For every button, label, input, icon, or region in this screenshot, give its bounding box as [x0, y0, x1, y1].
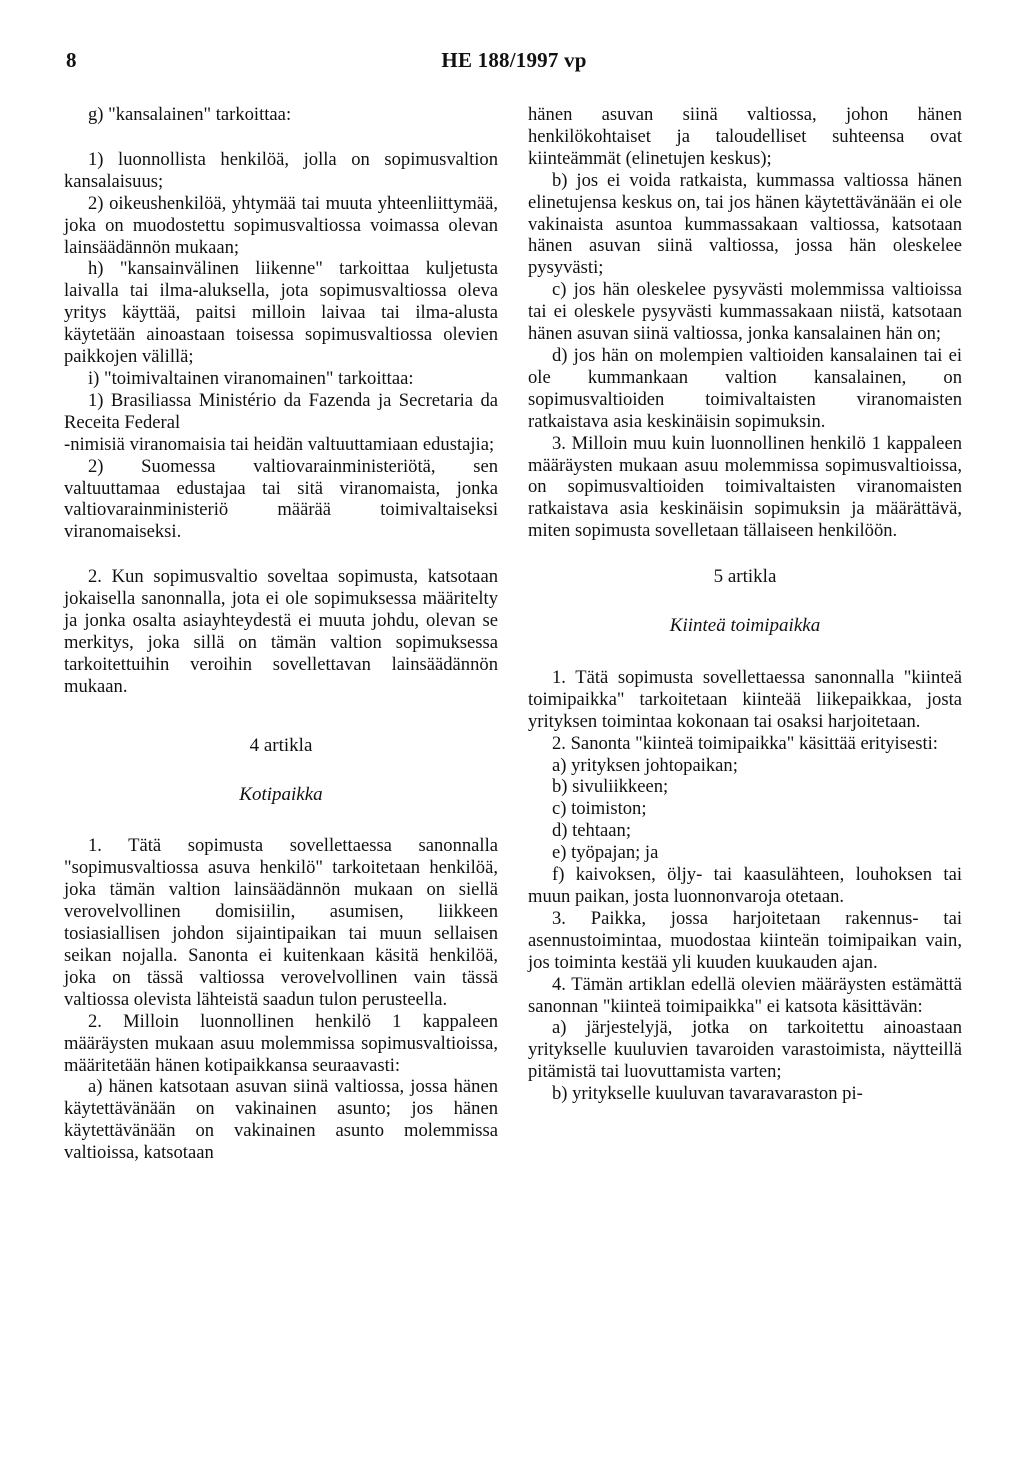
article-4-heading: 4 artikla [249, 734, 313, 756]
definition-i-1: 1) Brasiliassa Ministério da Fazenda ja Secretaria da Receita Federal -nimisiä viranomaisia tai heidän valtuuttamiaan edustajia; [64, 389, 498, 455]
article-5-paragraph-2b: b) sivuliikkeen; [552, 776, 669, 798]
article-5-paragraph-2c: c) toimiston; [552, 798, 647, 820]
article-5-paragraph-2d: d) tehtaan; [552, 820, 631, 842]
article-4-title: Kotipaikka [239, 783, 323, 805]
page-number: 8 [66, 48, 77, 72]
page-header [66, 48, 962, 78]
article-5-heading: 5 artikla [713, 566, 777, 588]
article-5-paragraph-4a: a) järjestelyjä, jotka on tarkoitettu ainoastaan yritykselle kuuluvien tavaroiden varastoimista, näytteillä pitämistä tai luovuttamista varten; [528, 1017, 962, 1083]
right-column [528, 104, 962, 1105]
definition-i-2: 2) Suomessa valtiovarainministeriötä, sen valtuuttamaa edustajaa tai sitä viranomaista, jonka valtiovarainministeriö määrää toimivaltaiseksi viranomaiseksi. [64, 455, 498, 543]
article-5-paragraph-1: 1. Tätä sopimusta sovellettaessa sanonnalla "kiinteä toimipaikka" tarkoitetaan kiinteää liikepaikkaa, josta yrityksen toimintaa kokonaan tai osaksi harjoitetaan. [528, 666, 962, 732]
definition-g-2: 2) oikeushenkilöä, yhtymää tai muuta yhteenliittymää, joka on muodostettu sopimusvaltiossa voimassa olevan lainsäädännön mukaan; [64, 192, 498, 258]
definition-g-intro: g) "kansalainen" tarkoittaa: [88, 104, 292, 125]
article-4-paragraph-2a: a) hänen katsotaan asuvan siinä valtiossa, jossa hänen käytettävänään on vakinainen asunto; jos hänen käytettävänään on vakinainen asunto molemmissa valtioissa, katsotaan [64, 1076, 498, 1164]
left-column [64, 104, 498, 1164]
article-5-paragraph-2f: f) kaivoksen, öljy- tai kaasulähteen, louhoksen tai muun paikan, josta luonnonvaroja otetaan. [528, 864, 962, 907]
article-4-paragraph-2: 2. Milloin luonnollinen henkilö 1 kappaleen määräysten mukaan asuu molemmissa sopimusvaltioissa, määritetään hänen kotipaikkansa seuraavasti: [64, 1010, 498, 1076]
article-5-paragraph-2a: a) yrityksen johtopaikan; [552, 754, 738, 776]
definition-h: h) "kansainvälinen liikenne" tarkoittaa kuljetusta laivalla tai ilma-aluksella, jota sopimusvaltiossa oleva yritys käyttää, paitsi milloin laivaa tai ilma-alusta käytetään ainoastaan toisessa sopimusvaltiossa olevien paikkojen välillä; [64, 258, 498, 368]
article-5-paragraph-2: 2. Sanonta "kiinteä toimipaikka" käsittää erityisesti: [552, 732, 938, 754]
document-id: HE 188/1997 vp [441, 48, 587, 72]
article-5-paragraph-3: 3. Paikka, jossa harjoitetaan rakennus- tai asennustoimintaa, muodostaa kiinteän toimipaikan vain, jos toiminta kestää yli kuuden kuukauden ajan. [528, 907, 962, 973]
article-5-paragraph-4b: b) yritykselle kuuluvan tavaravaraston pi- [552, 1083, 863, 1105]
article-4-paragraph-2a-continued: hänen asuvan siinä valtiossa, johon hänen henkilökohtaiset ja taloudelliset suhteensa ovat kiinteämmät (elinetujen keskus); [528, 104, 962, 169]
definition-g-1: 1) luonnollista henkilöä, jolla on sopimusvaltion kansalaisuus; [64, 148, 498, 192]
article-4-paragraph-2b: b) jos ei voida ratkaista, kummassa valtiossa hänen elinetujensa keskus on, tai jos hänen käytettävänään ei ole vakinaista asuntoa kummassakaan valtiossa, katsotaan hänen asuvan siinä valtiossa, jossa hän oleskelee pysyvästi; [528, 169, 962, 279]
article-4-paragraph-2c: c) jos hän oleskelee pysyvästi molemmissa valtioissa tai ei oleskele pysyvästi kummassakaan niistä, katsotaan hänen asuvan siinä valtiossa, jonka kansalainen hän on; [528, 279, 962, 345]
article-5-paragraph-4: 4. Tämän artiklan edellä olevien määräysten estämättä sanonnan "kiinteä toimipaikka" ei katsota käsittävän: [528, 973, 962, 1017]
article-4-paragraph-1: 1. Tätä sopimusta sovellettaessa sanonnalla "sopimusvaltiossa asuva henkilö" tarkoitetaan henkilöä, joka tämän valtion lainsäädännön mukaan on siellä verovelvollinen domisiilin, asumisen, liikkeen tosiasiallisen johdon sijaintipaikan tai muun sellaisen seikan nojalla. Sanonta ei kuitenkaan käsitä henkilöä, joka on tässä valtiossa verovelvollinen vain tässä valtiossa olevista lähteistä saadun tulon perusteella. [64, 835, 498, 1010]
article-4-paragraph-3: 3. Milloin muu kuin luonnollinen henkilö 1 kappaleen määräysten mukaan asuu molemmissa sopimusvaltioissa, on sopimusvaltioiden toimivaltaisten viranomaisten ratkaistava asia keskinäisin sopimuksin ja määrättävä, miten sopimusta sovelletaan tällaiseen henkilöön. [528, 432, 962, 542]
article-5-title: Kiinteä toimipaikka [669, 615, 821, 637]
paragraph-2: 2. Kun sopimusvaltio soveltaa sopimusta, katsotaan jokaisella sanonnalla, jota ei ole sopimuksessa määritelty ja jonka osalta asiayhteydestä ei muuta johdu, olevan se merkitys, joka sillä on tämän valtion sopimuksessa tarkoitettuihin veroihin sovellettavan lainsäädännön mukaan. [64, 566, 498, 697]
article-5-paragraph-2e: e) työpajan; ja [552, 842, 659, 864]
article-4-paragraph-2d: d) jos hän on molempien valtioiden kansalainen tai ei ole kummankaan valtion kansalainen, on sopimusvaltioiden toimivaltaisten viranomaisten ratkaistava asia keskinäisin sopimuksin. [528, 344, 962, 432]
definition-i-intro: i) "toimivaltainen viranomainen" tarkoittaa: [88, 367, 414, 389]
